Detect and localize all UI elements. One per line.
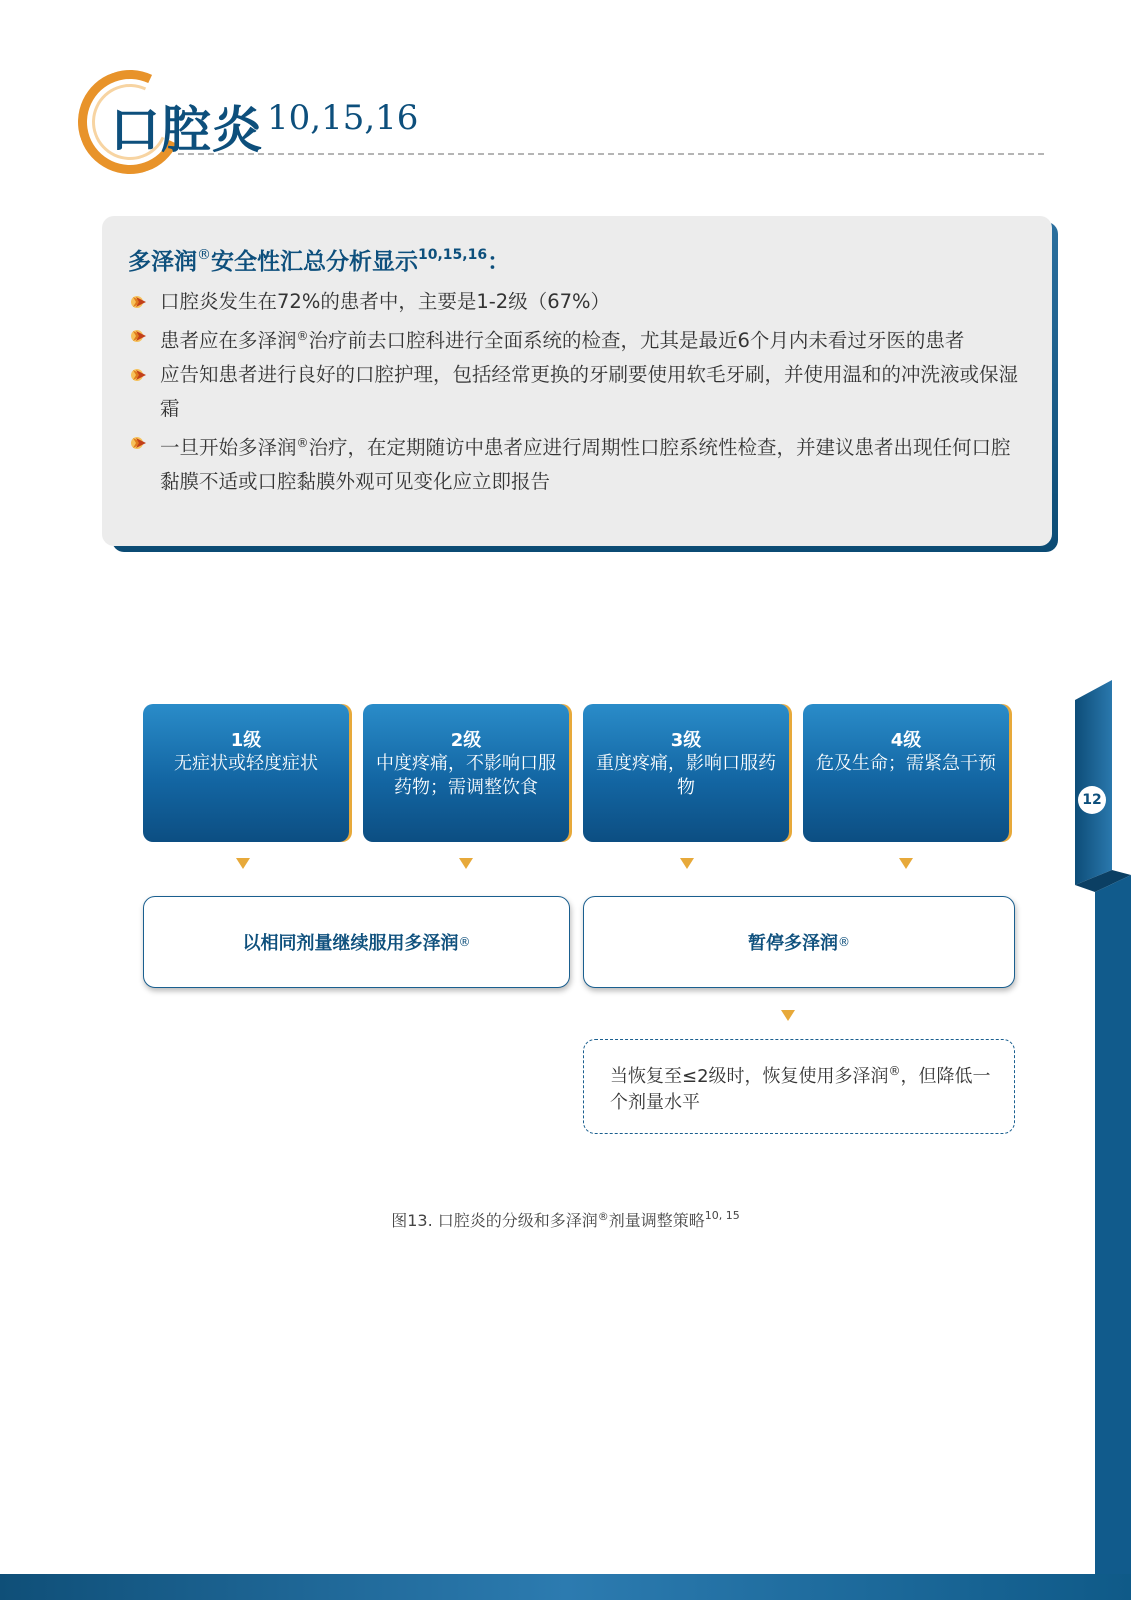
- safety-bullet-list: [128, 285, 1028, 499]
- page-title-references: 10,15,16: [267, 98, 419, 138]
- registered-mark: ®: [597, 1210, 609, 1223]
- caption-text-continued: 剂量调整策略: [608, 1211, 705, 1230]
- safety-summary-heading: [128, 240, 1028, 277]
- side-page-tab: [1070, 680, 1131, 1600]
- heading-references: 10,15,16: [418, 247, 488, 263]
- grade-box-4: [803, 704, 1009, 842]
- grade-box-3: [583, 704, 789, 842]
- page-title-text: 口腔炎: [110, 101, 263, 159]
- bullet-text: 患者应在多泽润: [160, 329, 297, 352]
- grade-description: 中度疼痛，不影响口服药物；需调整饮食: [376, 753, 556, 798]
- registered-mark: ®: [296, 329, 309, 343]
- title-dashed-divider: [178, 153, 1044, 155]
- action-continue-box: [143, 896, 570, 988]
- grade-description: 无症状或轻度症状: [174, 753, 318, 774]
- caption-references: 10, 15: [704, 1209, 740, 1222]
- bullet-text-continued: 治疗，在定期随访中患者应进行周期性口腔系统性检查，并建议患者出现任何口腔黏膜不适或口腔黏膜外观可见变化应立即报告: [160, 436, 1011, 493]
- resume-text: 当恢复至≤2级时，恢复使用多泽润: [610, 1066, 889, 1087]
- registered-mark: ®: [838, 935, 850, 949]
- bullet-text-continued: 治疗前去口腔科进行全面系统的检查，尤其是最近6个月内未看过牙医的患者: [308, 329, 965, 352]
- bullet-text: 一旦开始多泽润: [160, 436, 297, 459]
- grade-description: 重度疼痛，影响口服药物: [596, 753, 776, 798]
- grade-box-2: [363, 704, 569, 842]
- registered-mark: ®: [296, 436, 309, 450]
- down-triangle-icon: [236, 858, 250, 869]
- grade-level: 4级: [890, 730, 922, 751]
- page-number-badge: 12: [1080, 788, 1104, 812]
- chevron-bullet-icon: [130, 294, 148, 310]
- list-item: [128, 426, 1028, 499]
- figure-caption: [0, 1208, 1131, 1231]
- caption-text: 图13. 口腔炎的分级和多泽润: [391, 1211, 598, 1230]
- list-item: [128, 319, 1028, 358]
- action-continue-text: 以相同剂量继续服用多泽润: [242, 933, 459, 954]
- registered-mark: ®: [197, 247, 211, 263]
- bullet-text: 应告知患者进行良好的口腔护理，包括经常更换的牙刷要使用软毛牙刷，并使用温和的冲洗液或保湿霜: [160, 363, 1019, 420]
- down-triangle-icon: [899, 858, 913, 869]
- down-triangle-icon: [459, 858, 473, 869]
- page-title: [110, 88, 418, 160]
- resume-dose-box: [583, 1039, 1015, 1134]
- grade-level: 2级: [450, 730, 482, 751]
- grade-description: 危及生命；需紧急干预: [816, 753, 996, 774]
- registered-mark: ®: [888, 1064, 901, 1078]
- chevron-bullet-icon: [130, 367, 148, 383]
- grade-level: 3级: [670, 730, 702, 751]
- list-item: [128, 358, 1028, 426]
- bottom-decorative-bar: [0, 1574, 1131, 1600]
- list-item: [128, 285, 1028, 319]
- grade-box-1: [143, 704, 349, 842]
- heading-text: 安全性汇总分析显示: [211, 249, 418, 275]
- bullet-text: 口腔炎发生在72%的患者中，主要是1-2级（67%）: [160, 290, 611, 313]
- chevron-bullet-icon: [130, 435, 148, 451]
- action-pause-text: 暂停多泽润: [748, 933, 838, 954]
- safety-summary-box: [102, 216, 1052, 546]
- down-triangle-icon: [680, 858, 694, 869]
- grade-level: 1级: [230, 730, 262, 751]
- heading-drug-name: 多泽润: [128, 249, 197, 275]
- heading-colon: ：: [487, 249, 511, 275]
- down-triangle-icon: [781, 1010, 795, 1021]
- chevron-bullet-icon: [130, 328, 148, 344]
- action-pause-box: [583, 896, 1015, 988]
- resume-text-continued: ，但降低一个剂量水平: [610, 1066, 991, 1113]
- registered-mark: ®: [458, 935, 471, 949]
